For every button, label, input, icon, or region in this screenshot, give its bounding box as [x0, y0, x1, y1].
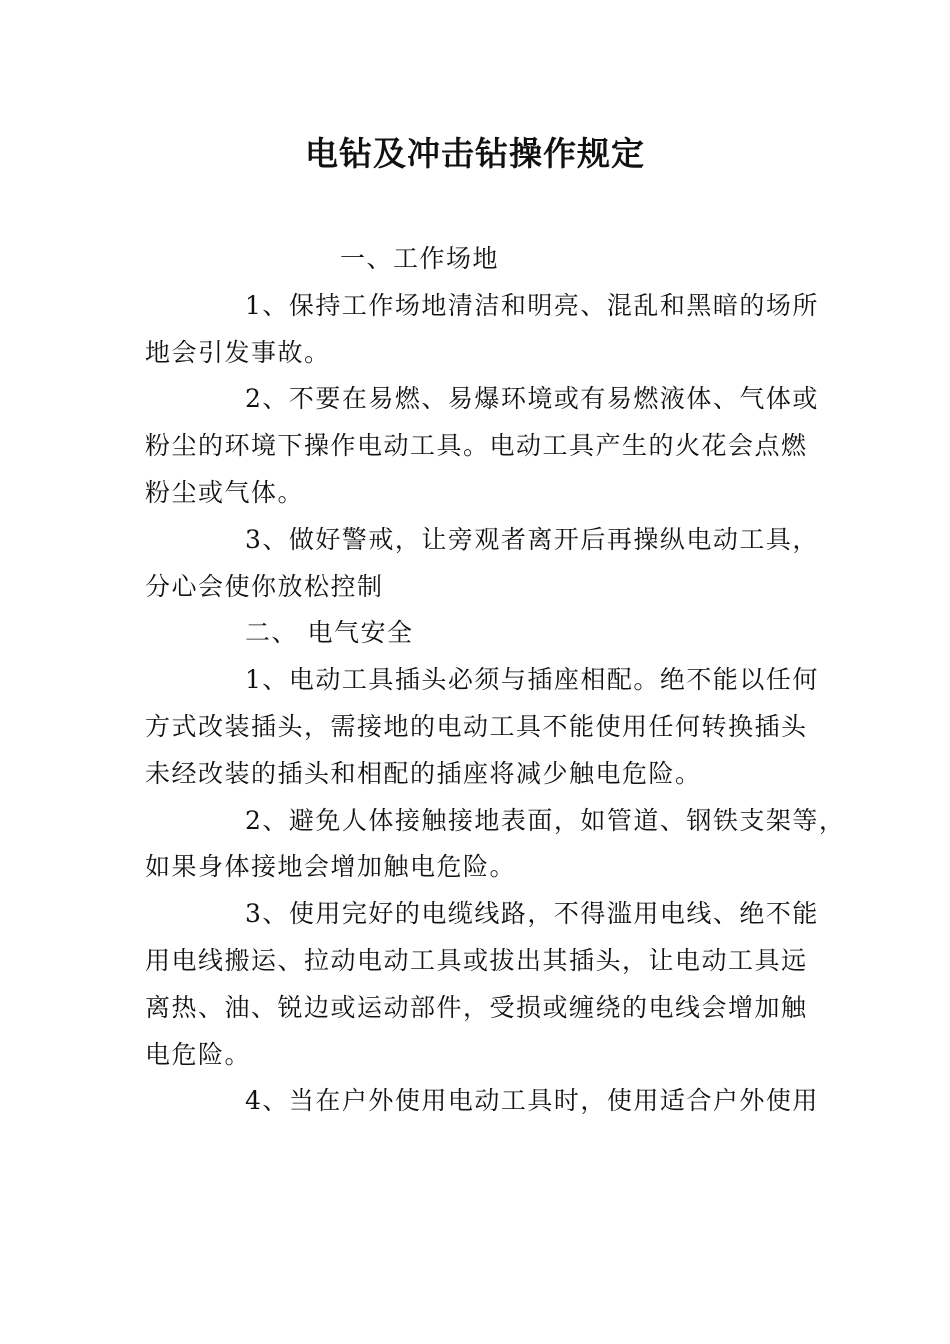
paragraph-line: 2、避免人体接触接地表面，如管道、钢铁支架等， [245, 805, 846, 835]
paragraph-line: 方式改装插头，需接地的电动工具不能使用任何转换插头 [145, 711, 808, 741]
paragraph-line: 离热、油、锐边或运动部件，受损或缠绕的电线会增加触 [145, 992, 808, 1022]
paragraph-line: 粉尘的环境下操作电动工具。电动工具产生的火花会点燃 [145, 431, 808, 461]
section-heading-electrical-safety: 二、 电气安全 [245, 618, 414, 648]
document-title: 电钻及冲击钻操作规定 [305, 134, 645, 173]
paragraph-line: 2、不要在易燃、易爆环境或有易燃液体、气体或 [245, 384, 819, 414]
paragraph-line: 用电线搬运、拉动电动工具或拔出其插头，让电动工具远 [145, 945, 808, 975]
document-body [145, 236, 846, 1125]
paragraph-line: 如果身体接地会增加触电危险。 [145, 852, 517, 882]
paragraph-line: 1、保持工作场地清洁和明亮、混乱和黑暗的场所 [245, 290, 819, 320]
section-heading-workplace: 一、工作场地 [340, 244, 500, 273]
paragraph-line: 电危险。 [145, 1039, 252, 1069]
paragraph-line: 1、电动工具插头必须与插座相配。绝不能以任何 [245, 665, 819, 695]
paragraph-line: 粉尘或气体。 [145, 477, 305, 507]
paragraph-line: 3、做好警戒，让旁观者离开后再操纵电动工具， [245, 524, 819, 554]
paragraph-line: 3、使用完好的电缆线路，不得滥用电线、绝不能 [245, 899, 819, 929]
paragraph-line: 未经改装的插头和相配的插座将减少触电危险。 [145, 758, 702, 788]
paragraph-line: 4、当在户外使用电动工具时，使用适合户外使用 [245, 1086, 819, 1116]
paragraph-line: 分心会使你放松控制 [145, 571, 384, 601]
paragraph-line: 地会引发事故。 [145, 337, 331, 367]
